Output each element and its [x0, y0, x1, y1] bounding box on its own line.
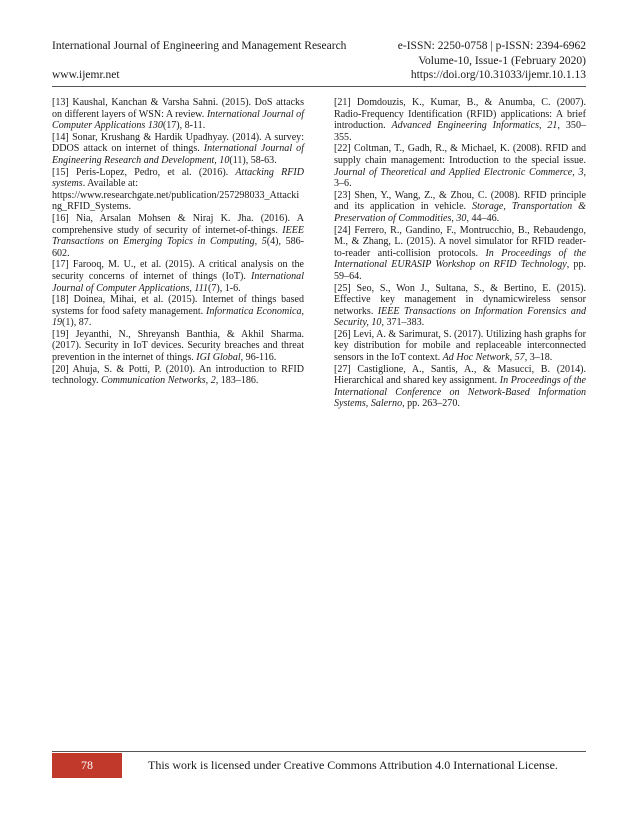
references-column-right [334, 97, 586, 410]
journal-meta [398, 39, 586, 83]
reference-17: [17] Farooq, M. U., et al. (2015). A critical analysis on the security concerns of internet of things (IoT). International Journal of Computer Applications, 111(7), 1-6. [52, 259, 304, 294]
page-number-badge: 78 [52, 753, 122, 778]
reference-18: [18] Doinea, Mihai, et al. (2015). Internet of things based systems for food safety management. Informatica Economica, 19(1), 87. [52, 294, 304, 329]
reference-13: [13] Kaushal, Kanchan & Varsha Sahni. (2015). DoS attacks on different layers of WSN: A review. International Journal of Computer Applications 130(17), 8-11. [52, 97, 304, 132]
issn-text: e-ISSN: 2250-0758 | p-ISSN: 2394-6962 [397, 40, 586, 52]
doi-link[interactable]: https://doi.org/10.31033/ijemr.10.1.13 [410, 69, 586, 81]
header-divider [52, 86, 586, 87]
reference-24: [24] Ferrero, R., Gandino, F., Montrucchio, B., Rebaudengo, M., & Zhang, L. (2015). A novel simulator for RFID reader-to-reader anti-collision protocols. In Proceedings of the International EURASIP Workshop on RFID Technology, pp. 59–64. [334, 224, 586, 282]
reference-20: [20] Ahuja, S. & Potti, P. (2010). An introduction to RFID technology. Communication Networks, 2, 183–186. [52, 363, 304, 387]
reference-19: [19] Jeyanthi, N., Shreyansh Banthia, & Akhil Sharma. (2017). Security in IoT devices. Security breaches and threat prevention in the internet of things. IGI Global, 96-116. [52, 328, 304, 364]
website-link[interactable]: www.ijemr.net [52, 69, 120, 81]
reference-26: [26] Levi, A. & Sarimurat, S. (2017). Utilizing hash graphs for key distribution for mobile and replaceable interconnected sensors in the IoT context. Ad Hoc Network, 57, 3–18. [334, 328, 586, 364]
journal-title: International Journal of Engineering and Management Research [52, 40, 347, 52]
reference-16: [16] Nia, Arsalan Mohsen & Niraj K. Jha. (2016). A comprehensive study of security of internet-of-things. IEEE Transactions on Emerging Topics in Computing, 5(4), 586-602. [52, 212, 305, 259]
reference-15: [15] Peris-Lopez, Pedro, et al. (2016). Attacking RFID systems. Available at: https://www.researchgate.net/publication/257298033_Attacking_RFID_Systems. [52, 166, 305, 213]
reference-22: [22] Coltman, T., Gadh, R., & Michael, K. (2008). RFID and supply chain management: Introduction to the special issue. Journal of Theoretical and Applied Electronic Commerce, 3, 3–6. [334, 143, 586, 190]
reference-21: [21] Domdouzis, K., Kumar, B., & Anumba, C. (2007). Radio-Frequency Identification (RFID) applications: A brief introduction. Advanced Engineering Informatics, 21, 350–355. [334, 97, 586, 143]
reference-27: [27] Castiglione, A., Santis, A., & Masucci, B. (2014). Hierarchical and shared key assignment. In Proceedings of the International Conference on Network-Based Information Systems, Salerno, pp. 263–270. [334, 363, 586, 410]
volume-text: Volume-10, Issue-1 (February 2020) [418, 54, 586, 67]
footer-divider [52, 751, 586, 752]
reference-url-link[interactable]: https://www.researchgate.net/publication/257298033_Attacking_RFID_Systems. [52, 189, 300, 213]
references-column-left [52, 97, 304, 387]
license-text: This work is licensed under Creative Commons Attribution 4.0 International License. [148, 758, 558, 772]
reference-14: [14] Sonar, Krushang & Hardik Upadhyay. (2014). A survey: DDOS attack on internet of things. International Journal of Engineering Research and Development, 10(11), 58-63. [52, 131, 304, 166]
reference-23: [23] Shen, Y., Wang, Z., & Zhou, C. (2008). RFID principle and its application in vehicle. Storage, Transportation & Preservation of Commodities, 30, 44–46. [334, 189, 587, 224]
reference-25: [25] Seo, S., Won J., Sultana, S., & Bertino, E. (2015). Effective key management in dynamicwireless sensor networks. IEEE Transactions on Information Forensics and Security, 10, 371–383. [334, 282, 586, 329]
